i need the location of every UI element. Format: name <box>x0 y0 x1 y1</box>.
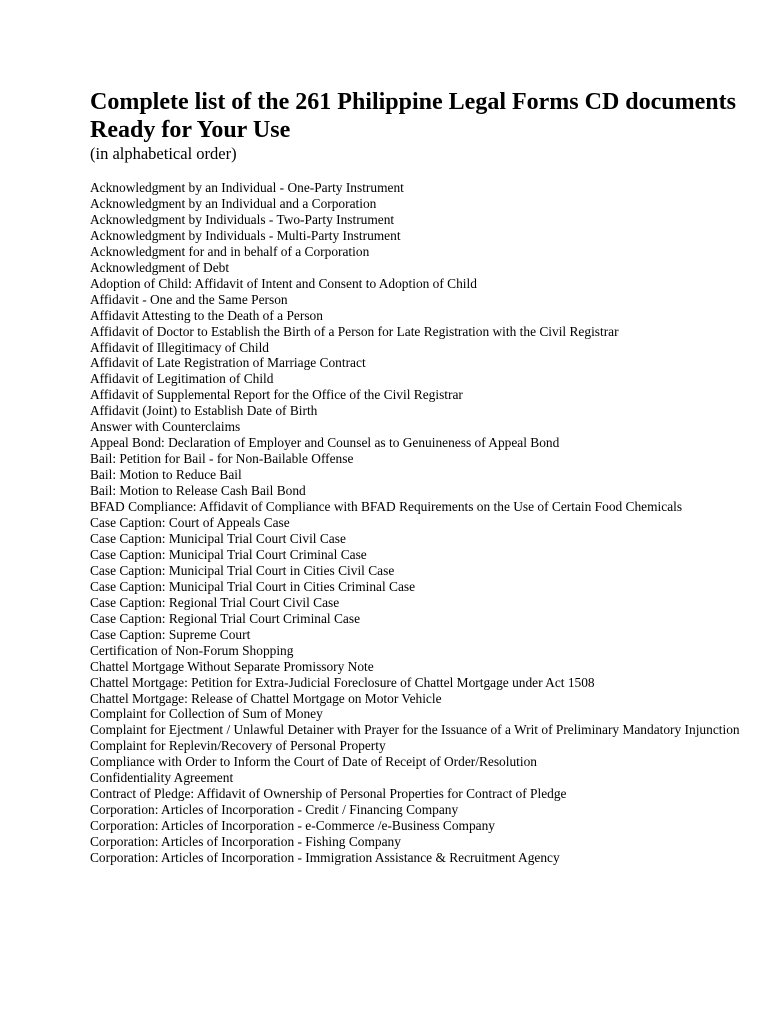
list-item: Affidavit - One and the Same Person <box>90 291 288 307</box>
list-item: Bail: Motion to Release Cash Bail Bond <box>90 483 306 499</box>
list-item: Adoption of Child: Affidavit of Intent and Consent to Adoption of Child <box>90 275 477 291</box>
list-item: Acknowledgment for and in behalf of a Corporation <box>90 243 370 259</box>
list-item: Affidavit of Legitimation of Child <box>90 371 274 387</box>
list-item: Chattel Mortgage: Petition for Extra-Judicial Foreclosure of Chattel Mortgage under Act 1508 <box>90 674 595 690</box>
list-item: Chattel Mortgage Without Separate Promissory Note <box>90 658 374 674</box>
list-item: Affidavit of Illegitimacy of Child <box>90 339 270 355</box>
legal-forms-list <box>90 180 750 866</box>
list-item: Acknowledgment by Individuals - Two-Party Instrument <box>90 211 395 227</box>
list-item: Affidavit of Supplemental Report for the Office of the Civil Registrar <box>90 387 463 403</box>
list-item: Acknowledgment by an Individual - One-Party Instrument <box>90 180 404 195</box>
list-item: Case Caption: Municipal Trial Court in Cities Criminal Case <box>90 578 416 594</box>
list-item: Certification of Non-Forum Shopping <box>90 642 294 658</box>
document-subtitle: (in alphabetical order) <box>90 144 237 163</box>
list-item: Case Caption: Municipal Trial Court Civil Case <box>90 530 346 546</box>
list-item: Complaint for Ejectment / Unlawful Detainer with Prayer for the Issuance of a Writ of Preliminary Mandatory Injunction <box>90 722 740 738</box>
list-item: Chattel Mortgage: Release of Chattel Mortgage on Motor Vehicle <box>90 690 442 706</box>
list-item: Corporation: Articles of Incorporation - Fishing Company <box>90 834 401 850</box>
list-item: Affidavit (Joint) to Establish Date of Birth <box>90 403 318 419</box>
list-item: Corporation: Articles of Incorporation - Credit / Financing Company <box>90 802 459 818</box>
list-item: Bail: Petition for Bail - for Non-Bailable Offense <box>90 451 354 467</box>
list-item: Acknowledgment of Debt <box>90 259 230 275</box>
list-item: Appeal Bond: Declaration of Employer and Counsel as to Genuineness of Appeal Bond <box>90 435 560 451</box>
list-item: Acknowledgment by an Individual and a Corporation <box>90 195 377 211</box>
list-item: Acknowledgment by Individuals - Multi-Party Instrument <box>90 227 401 243</box>
list-item: Corporation: Articles of Incorporation - Immigration Assistance & Recruitment Agency <box>90 850 560 866</box>
list-item: Confidentiality Agreement <box>90 770 234 786</box>
list-item: Answer with Counterclaims <box>90 419 241 435</box>
list-item: BFAD Compliance: Affidavit of Compliance with BFAD Requirements on the Use of Certain Food Chemicals <box>90 499 683 515</box>
list-item: Corporation: Articles of Incorporation - e-Commerce /e-Business Company <box>90 818 495 834</box>
list-item: Contract of Pledge: Affidavit of Ownership of Personal Properties for Contract of Pledge <box>90 786 567 802</box>
document-title: Complete list of the 261 Philippine Legal Forms CD documents Ready for Your Use <box>90 89 736 143</box>
document-page <box>90 88 750 866</box>
list-item: Case Caption: Court of Appeals Case <box>90 515 290 531</box>
list-item: Affidavit of Doctor to Establish the Birth of a Person for Late Registration with the Civil Registrar <box>90 323 619 339</box>
list-item: Case Caption: Regional Trial Court Civil Case <box>90 594 340 610</box>
list-item: Case Caption: Supreme Court <box>90 626 251 642</box>
list-item: Bail: Motion to Reduce Bail <box>90 467 242 483</box>
list-item: Case Caption: Municipal Trial Court in Cities Civil Case <box>90 562 395 578</box>
list-item: Complaint for Collection of Sum of Money <box>90 706 323 722</box>
list-item: Affidavit Attesting to the Death of a Person <box>90 307 323 323</box>
list-item: Compliance with Order to Inform the Court of Date of Receipt of Order/Resolution <box>90 754 537 770</box>
list-item: Case Caption: Municipal Trial Court Criminal Case <box>90 546 367 562</box>
list-item: Complaint for Replevin/Recovery of Personal Property <box>90 738 386 754</box>
list-item: Affidavit of Late Registration of Marriage Contract <box>90 355 366 371</box>
list-item: Case Caption: Regional Trial Court Criminal Case <box>90 610 361 626</box>
